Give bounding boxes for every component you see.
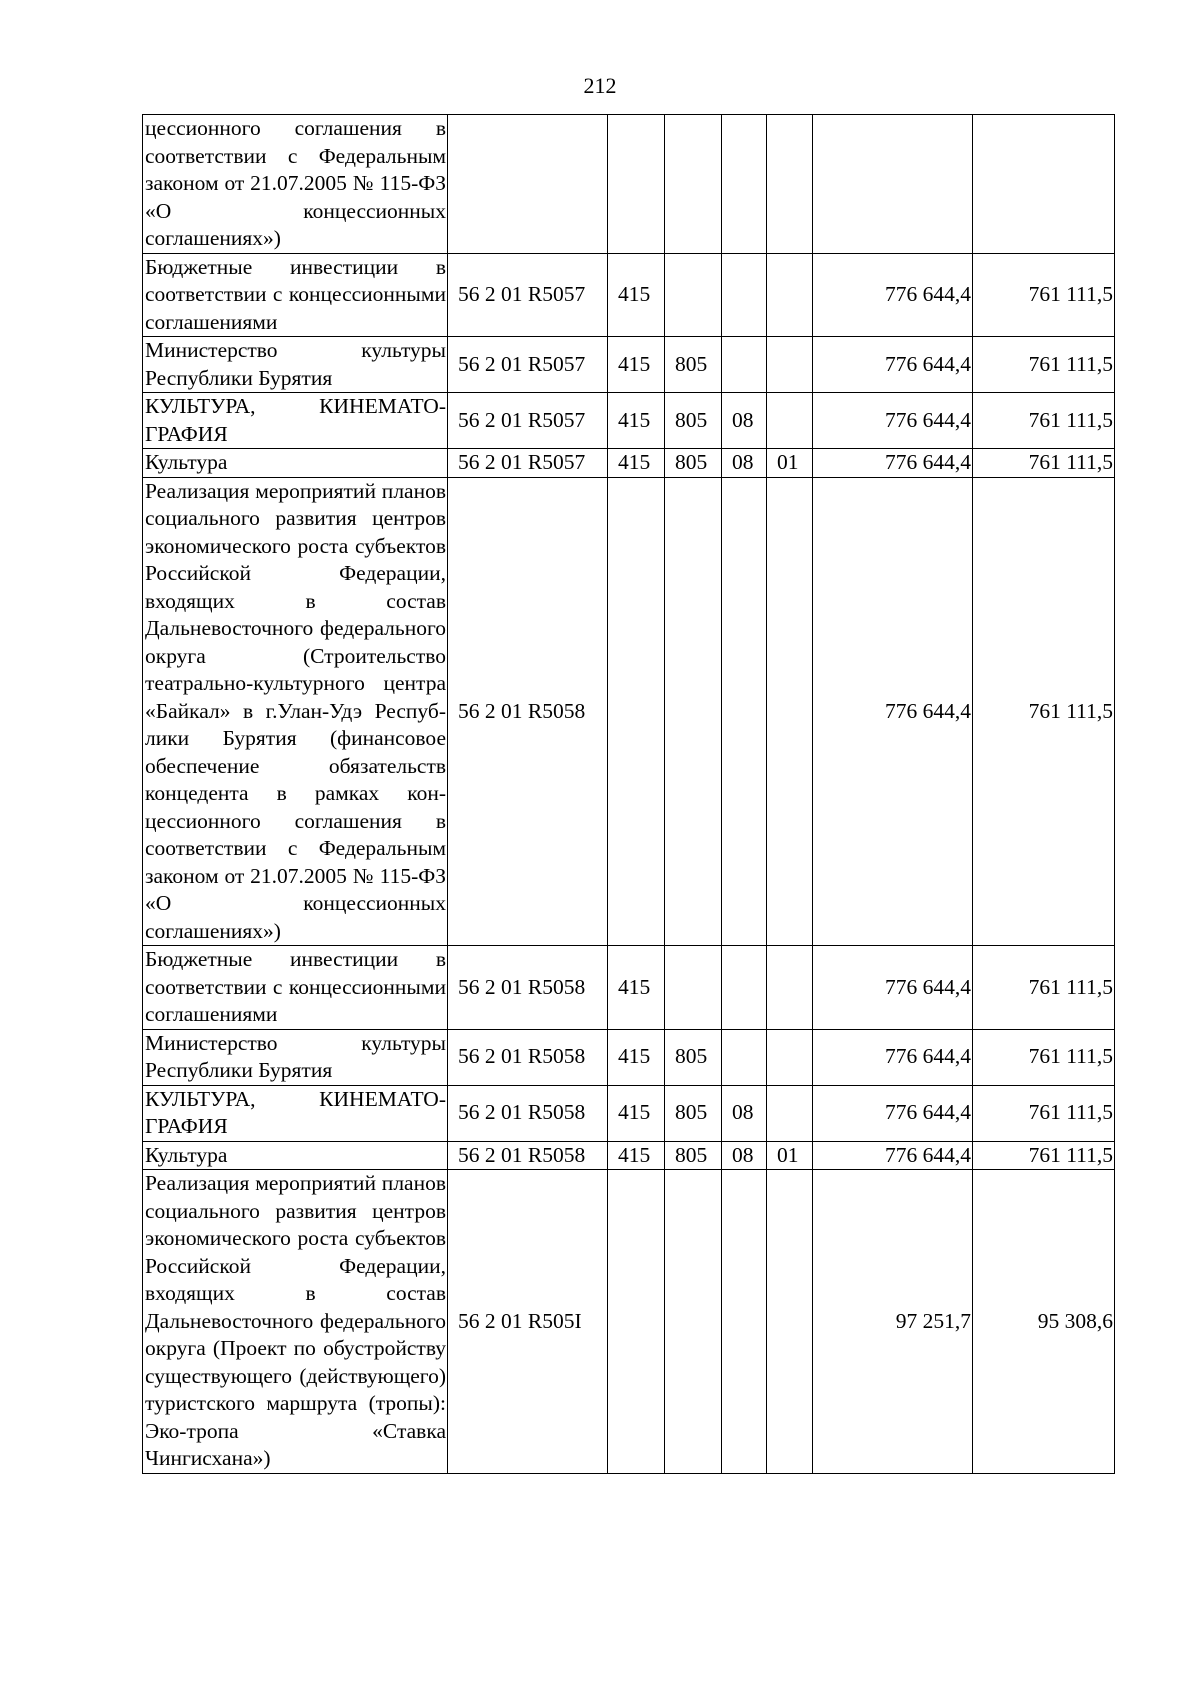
row-name-cell: Министерство культуры Республики Бурятия <box>143 337 448 393</box>
amount-year2-cell: 761 111,5 <box>973 1029 1115 1085</box>
amount-year1-cell <box>813 115 973 254</box>
section-cell <box>722 946 767 1030</box>
table-row <box>143 477 1115 946</box>
table-row <box>143 946 1115 1030</box>
ministry-code-cell <box>665 1170 722 1474</box>
target-article-cell: 56 2 01 R5057 <box>448 337 608 393</box>
ministry-code-cell <box>665 253 722 337</box>
amount-year2-cell: 761 111,5 <box>973 337 1115 393</box>
row-name-cell: Бюджетные инвестиции в соответствии с концессионными соглашениями <box>143 946 448 1030</box>
amount-year2-cell: 761 111,5 <box>973 946 1115 1030</box>
amount-year2-cell: 761 111,5 <box>973 393 1115 449</box>
subsection-cell <box>767 337 813 393</box>
subsection-cell <box>767 1170 813 1474</box>
target-article-cell: 56 2 01 R5058 <box>448 1085 608 1141</box>
page-number: 212 <box>583 73 617 98</box>
target-article-cell <box>448 115 608 254</box>
row-name-cell: цессионного соглашения в соответствии с Федеральным законом от 21.07.2005 № 115-ФЗ «О концессионных соглашениях») <box>143 115 448 254</box>
expense-type-cell <box>608 1170 665 1474</box>
expense-type-cell: 415 <box>608 337 665 393</box>
amount-year2-cell: 761 111,5 <box>973 1085 1115 1141</box>
row-name-cell: Культура <box>143 1141 448 1170</box>
section-cell: 08 <box>722 1085 767 1141</box>
subsection-cell <box>767 477 813 946</box>
ministry-code-cell: 805 <box>665 1029 722 1085</box>
amount-year1-cell: 776 644,4 <box>813 449 973 478</box>
table-row <box>143 449 1115 478</box>
amount-year2-cell: 761 111,5 <box>973 253 1115 337</box>
section-cell <box>722 477 767 946</box>
amount-year1-cell: 776 644,4 <box>813 393 973 449</box>
table-row <box>143 1170 1115 1474</box>
amount-year2-cell: 761 111,5 <box>973 449 1115 478</box>
row-name-cell: Реализация мероприятий планов социального развития центров экономического роста субъектов Российской Федерации, входящих в состав Дальневосточного федерального округа (Строительство театрально-культурного центра «Байкал» в г.Улан-Удэ Республики Бурятия (финансовое обеспечение обязательств концедента в рамках концессионного соглашения в соответствии с Федеральным законом от 21.07.2005 № 115-ФЗ «О концессионных соглашениях») <box>143 477 448 946</box>
subsection-cell: 01 <box>767 1141 813 1170</box>
expense-type-cell: 415 <box>608 1141 665 1170</box>
row-name-cell: КУЛЬТУРА, КИНЕМАТОГРАФИЯ <box>143 1085 448 1141</box>
row-name-cell: Бюджетные инвестиции в соответствии с концессионными соглашениями <box>143 253 448 337</box>
expense-type-cell: 415 <box>608 393 665 449</box>
section-cell <box>722 1170 767 1474</box>
expense-type-cell: 415 <box>608 1085 665 1141</box>
amount-year1-cell: 776 644,4 <box>813 337 973 393</box>
section-cell: 08 <box>722 449 767 478</box>
expense-type-cell <box>608 115 665 254</box>
amount-year1-cell: 776 644,4 <box>813 1141 973 1170</box>
amount-year1-cell: 776 644,4 <box>813 1029 973 1085</box>
table-body <box>143 115 1115 1474</box>
row-name-cell: Министерство культуры Республики Бурятия <box>143 1029 448 1085</box>
target-article-cell: 56 2 01 R5057 <box>448 449 608 478</box>
amount-year2-cell: 761 111,5 <box>973 477 1115 946</box>
subsection-cell <box>767 253 813 337</box>
ministry-code-cell: 805 <box>665 1085 722 1141</box>
section-cell <box>722 253 767 337</box>
section-cell <box>722 337 767 393</box>
section-cell <box>722 115 767 254</box>
table-row <box>143 1141 1115 1170</box>
amount-year1-cell: 776 644,4 <box>813 253 973 337</box>
expense-type-cell: 415 <box>608 253 665 337</box>
amount-year2-cell: 95 308,6 <box>973 1170 1115 1474</box>
table-row <box>143 337 1115 393</box>
ministry-code-cell <box>665 477 722 946</box>
subsection-cell <box>767 393 813 449</box>
amount-year1-cell: 776 644,4 <box>813 477 973 946</box>
target-article-cell: 56 2 01 R5058 <box>448 477 608 946</box>
amount-year1-cell: 776 644,4 <box>813 1085 973 1141</box>
table-row <box>143 1085 1115 1141</box>
target-article-cell: 56 2 01 R505I <box>448 1170 608 1474</box>
table-row <box>143 1029 1115 1085</box>
ministry-code-cell: 805 <box>665 1141 722 1170</box>
table-row <box>143 393 1115 449</box>
target-article-cell: 56 2 01 R5057 <box>448 253 608 337</box>
ministry-code-cell <box>665 115 722 254</box>
section-cell: 08 <box>722 1141 767 1170</box>
target-article-cell: 56 2 01 R5058 <box>448 1141 608 1170</box>
expense-type-cell: 415 <box>608 449 665 478</box>
table-row <box>143 253 1115 337</box>
table-row <box>143 115 1115 254</box>
target-article-cell: 56 2 01 R5057 <box>448 393 608 449</box>
amount-year1-cell: 97 251,7 <box>813 1170 973 1474</box>
row-name-cell: Реализация мероприятий планов социального развития центров экономического роста субъектов Российской Федерации, входящих в состав Дальневосточного федерального округа (Проект по обустройству существующего (действующего) туристского маршрута (тропы): Эко-тропа «Ставка Чингисхана») <box>143 1170 448 1474</box>
subsection-cell <box>767 115 813 254</box>
amount-year2-cell: 761 111,5 <box>973 1141 1115 1170</box>
subsection-cell <box>767 1029 813 1085</box>
subsection-cell: 01 <box>767 449 813 478</box>
ministry-code-cell: 805 <box>665 393 722 449</box>
expense-type-cell <box>608 477 665 946</box>
budget-table <box>142 114 1115 1474</box>
amount-year2-cell <box>973 115 1115 254</box>
subsection-cell <box>767 946 813 1030</box>
ministry-code-cell: 805 <box>665 337 722 393</box>
expense-type-cell: 415 <box>608 946 665 1030</box>
row-name-cell: Культура <box>143 449 448 478</box>
amount-year1-cell: 776 644,4 <box>813 946 973 1030</box>
ministry-code-cell: 805 <box>665 449 722 478</box>
row-name-cell: КУЛЬТУРА, КИНЕМАТОГРАФИЯ <box>143 393 448 449</box>
subsection-cell <box>767 1085 813 1141</box>
target-article-cell: 56 2 01 R5058 <box>448 946 608 1030</box>
ministry-code-cell <box>665 946 722 1030</box>
section-cell <box>722 1029 767 1085</box>
section-cell: 08 <box>722 393 767 449</box>
target-article-cell: 56 2 01 R5058 <box>448 1029 608 1085</box>
expense-type-cell: 415 <box>608 1029 665 1085</box>
